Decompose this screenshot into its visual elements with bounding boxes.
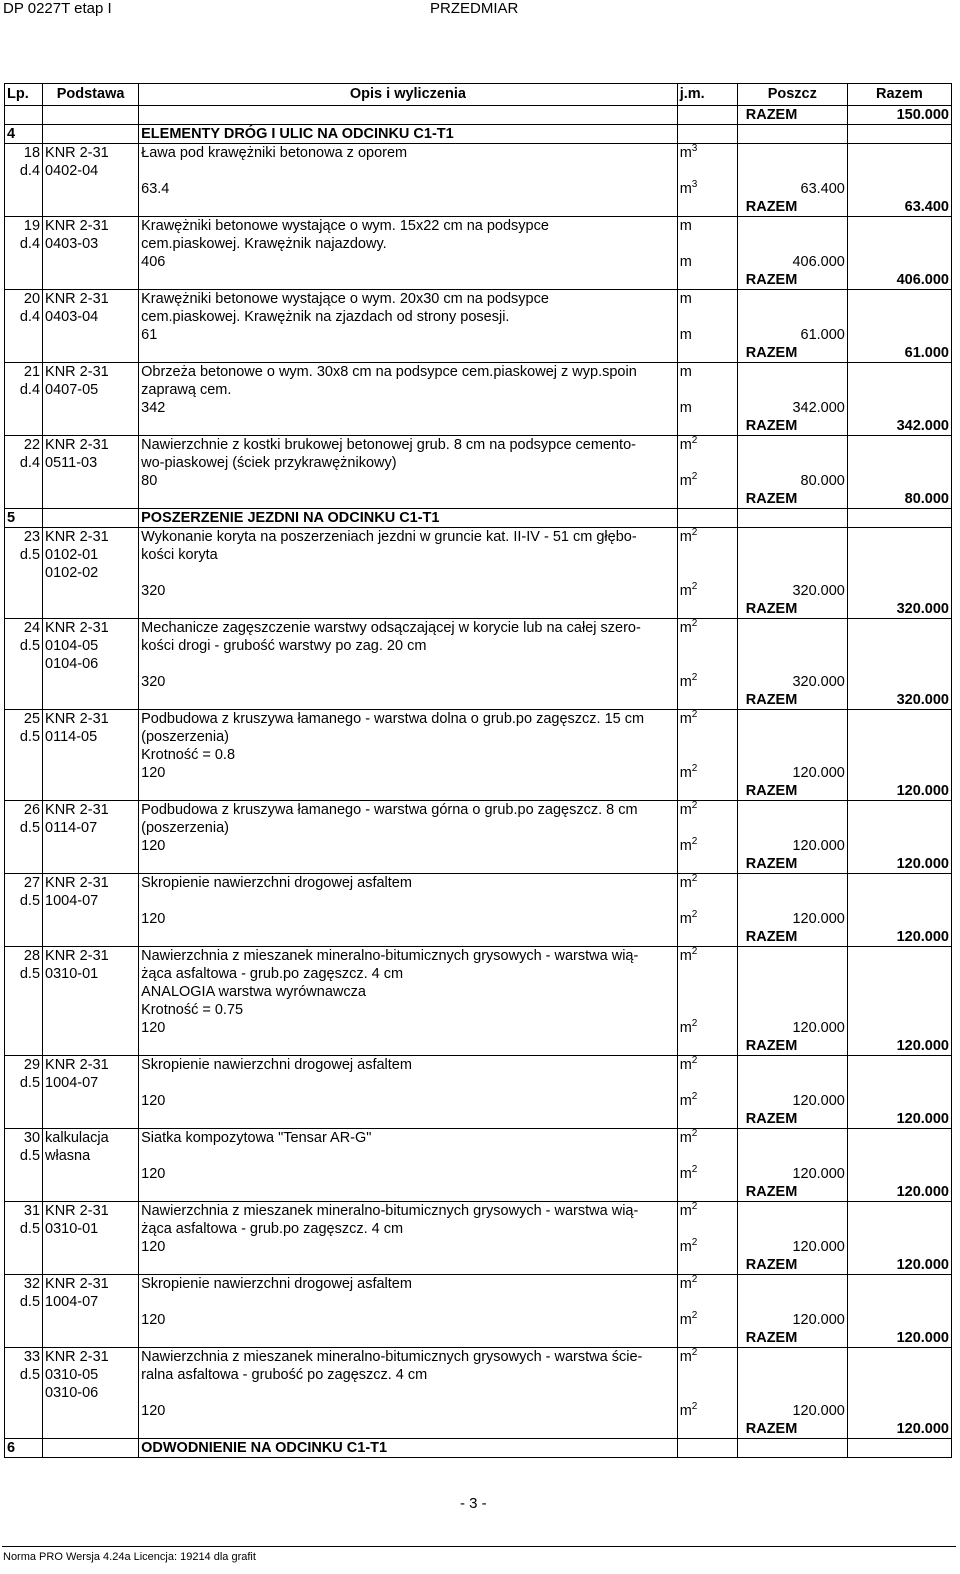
section-row	[5, 125, 952, 144]
item-calc-row	[5, 1092, 952, 1110]
item-razem-row	[5, 417, 952, 436]
item-opis-line: Krawężniki betonowe wystające o wym. 20x30 cm na podsypce	[139, 290, 678, 309]
item-calc-row	[5, 837, 952, 855]
item-calc: 120	[139, 910, 678, 928]
item-razem-value: 63.400	[847, 198, 951, 217]
item-line	[5, 436, 952, 455]
item-line	[5, 528, 952, 547]
item-opis-line: (poszerzenia)	[139, 819, 678, 837]
item-poszcz: 120.000	[737, 837, 847, 855]
item-poszcz: 120.000	[737, 1311, 847, 1329]
item-opis-line	[139, 1293, 678, 1311]
item-opis-line: kości drogi - grubość warstwy po zag. 20 cm	[139, 637, 678, 655]
item-opis-line: kości koryta	[139, 546, 678, 564]
item-opis-line: (poszerzenia)	[139, 728, 678, 746]
item-razem-row	[5, 782, 952, 801]
item-line	[5, 454, 952, 472]
item-opis-line: Nawierzchnia z mieszanek mineralno-bitumicznych grysowych - warstwa wią-	[139, 947, 678, 966]
document-header-left: DP 0227T etap I	[3, 0, 112, 17]
item-opis-line: Skropienie nawierzchni drogowej asfaltem	[139, 1275, 678, 1294]
item-calc-jm: $m^2$	[677, 1311, 737, 1329]
item-calc-row	[5, 1238, 952, 1256]
item-poszcz: 120.000	[737, 1165, 847, 1183]
item-line	[5, 947, 952, 966]
item-line	[5, 1202, 952, 1221]
item-line	[5, 564, 952, 582]
item-podstawa: KNR 2-31	[43, 217, 139, 236]
item-podstawa: 0403-03	[43, 235, 139, 253]
col-lp-header: Lp.	[5, 84, 43, 106]
table-body	[5, 106, 952, 1458]
item-line	[5, 819, 952, 837]
item-podstawa: KNR 2-31	[43, 947, 139, 966]
item-calc: 120	[139, 837, 678, 855]
item-lp: 31	[5, 1202, 43, 1221]
item-razem-row	[5, 1329, 952, 1348]
item-calc: 120	[139, 1238, 678, 1256]
item-podstawa: 1004-07	[43, 1293, 139, 1311]
item-jm: $m^2$	[677, 528, 737, 547]
item-razem-row	[5, 1183, 952, 1202]
item-line	[5, 162, 952, 180]
item-podstawa: 0102-02	[43, 564, 139, 582]
item-razem-label: RAZEM	[737, 691, 847, 710]
item-line	[5, 801, 952, 820]
item-poszcz: 406.000	[737, 253, 847, 271]
item-calc: 120	[139, 764, 678, 782]
item-opis-line: żąca asfaltowa - grub.po zagęszcz. 4 cm	[139, 1220, 678, 1238]
item-razem-value: 120.000	[847, 1110, 951, 1129]
item-opis-line: żąca asfaltowa - grub.po zagęszcz. 4 cm	[139, 965, 678, 983]
item-poszcz: 120.000	[737, 764, 847, 782]
item-calc-jm: m	[677, 326, 737, 344]
item-opis-line: Podbudowa z kruszywa łamanego - warstwa dolna o grub.po zagęszcz. 15 cm	[139, 710, 678, 729]
item-calc-row	[5, 1019, 952, 1037]
item-poszcz: 120.000	[737, 910, 847, 928]
item-podstawa: KNR 2-31	[43, 436, 139, 455]
item-calc: 342	[139, 399, 678, 417]
item-lp: d.5	[5, 819, 43, 837]
item-razem-value: 61.000	[847, 344, 951, 363]
item-podstawa: własna	[43, 1147, 139, 1165]
item-razem-label: RAZEM	[737, 600, 847, 619]
item-calc-jm: $m^2$	[677, 1165, 737, 1183]
item-calc-row	[5, 1402, 952, 1420]
item-opis-line: Nawierzchnia z mieszanek mineralno-bitumicznych grysowych - warstwa ście-	[139, 1348, 678, 1367]
item-line	[5, 1275, 952, 1294]
item-calc: 120	[139, 1019, 678, 1037]
item-line	[5, 381, 952, 399]
item-poszcz: 63.400	[737, 180, 847, 198]
document-header-title: PRZEDMIAR	[430, 0, 519, 17]
item-razem-label: RAZEM	[737, 1110, 847, 1129]
item-opis-line: Krotność = 0.8	[139, 746, 678, 764]
item-podstawa: 0310-06	[43, 1384, 139, 1402]
item-lp: d.4	[5, 308, 43, 326]
item-lp: 19	[5, 217, 43, 236]
item-lp: 21	[5, 363, 43, 382]
item-razem-label: RAZEM	[737, 490, 847, 509]
item-razem-row	[5, 600, 952, 619]
razem-value: 150.000	[847, 106, 951, 125]
item-line	[5, 655, 952, 673]
item-lp: d.5	[5, 965, 43, 983]
item-razem-row	[5, 490, 952, 509]
item-lp: d.5	[5, 1366, 43, 1384]
item-opis-line: ANALOGIA warstwa wyrównawcza	[139, 983, 678, 1001]
item-poszcz: 120.000	[737, 1402, 847, 1420]
item-poszcz: 342.000	[737, 399, 847, 417]
item-calc-jm: $m^2$	[677, 1402, 737, 1420]
item-calc: 320	[139, 673, 678, 691]
item-jm: $m^2$	[677, 710, 737, 729]
item-calc-jm: $m^2$	[677, 1238, 737, 1256]
item-lp: 27	[5, 874, 43, 893]
item-calc-jm: $m^2$	[677, 764, 737, 782]
item-podstawa: KNR 2-31	[43, 619, 139, 638]
item-podstawa: KNR 2-31	[43, 528, 139, 547]
item-jm: m	[677, 217, 737, 236]
item-razem-label: RAZEM	[737, 1329, 847, 1348]
item-razem-label: RAZEM	[737, 1420, 847, 1439]
item-podstawa: 0114-07	[43, 819, 139, 837]
item-lp: 28	[5, 947, 43, 966]
item-jm: $m^2$	[677, 801, 737, 820]
col-jm-header: j.m.	[677, 84, 737, 106]
item-opis-line: Nawierzchnia z mieszanek mineralno-bitumicznych grysowych - warstwa wią-	[139, 1202, 678, 1221]
section-number: 4	[5, 125, 43, 144]
item-razem-label: RAZEM	[737, 198, 847, 217]
item-razem-row	[5, 1110, 952, 1129]
item-podstawa: 0407-05	[43, 381, 139, 399]
item-calc-row	[5, 253, 952, 271]
col-razem-header: Razem	[847, 84, 951, 106]
item-poszcz: 120.000	[737, 1019, 847, 1037]
item-jm: $m^2$	[677, 1202, 737, 1221]
item-poszcz: 120.000	[737, 1238, 847, 1256]
item-poszcz: 80.000	[737, 472, 847, 490]
item-razem-row	[5, 691, 952, 710]
item-lp: d.4	[5, 454, 43, 472]
przedmiar-table	[4, 83, 952, 1458]
item-razem-row	[5, 271, 952, 290]
item-calc-jm: $m^2$	[677, 673, 737, 691]
item-opis-line: Wykonanie koryta na poszerzeniach jezdni w gruncie kat. II-IV - 51 cm głębo-	[139, 528, 678, 547]
item-razem-value: 342.000	[847, 417, 951, 436]
item-jm: $m^2$	[677, 947, 737, 966]
item-opis-line: Nawierzchnie z kostki brukowej betonowej grub. 8 cm na podsypce cemento-	[139, 436, 678, 455]
item-opis-line: Siatka kompozytowa "Tensar AR-G"	[139, 1129, 678, 1148]
item-opis-line: zaprawą cem.	[139, 381, 678, 399]
item-line	[5, 1348, 952, 1367]
item-podstawa: 0104-05	[43, 637, 139, 655]
item-line	[5, 710, 952, 729]
item-razem-value: 320.000	[847, 600, 951, 619]
item-calc: 120	[139, 1092, 678, 1110]
item-calc-jm: $m^2$	[677, 1019, 737, 1037]
item-razem-label: RAZEM	[737, 1037, 847, 1056]
item-lp: d.5	[5, 1293, 43, 1311]
item-line	[5, 1384, 952, 1402]
item-opis-line: Podbudowa z kruszywa łamanego - warstwa górna o grub.po zagęszcz. 8 cm	[139, 801, 678, 820]
item-podstawa: 0102-01	[43, 546, 139, 564]
section-title: ODWODNIENIE NA ODCINKU C1-T1	[139, 1439, 678, 1458]
item-line	[5, 1293, 952, 1311]
item-lp: 25	[5, 710, 43, 729]
item-line	[5, 363, 952, 382]
item-lp: d.5	[5, 892, 43, 910]
item-opis-line: Krotność = 0.75	[139, 1001, 678, 1019]
item-podstawa: 0511-03	[43, 454, 139, 472]
item-lp: 20	[5, 290, 43, 309]
item-jm: $m^3$	[677, 144, 737, 163]
item-calc-row	[5, 764, 952, 782]
item-calc-jm: $m^2$	[677, 910, 737, 928]
item-razem-label: RAZEM	[737, 855, 847, 874]
item-line	[5, 546, 952, 564]
item-poszcz: 320.000	[737, 582, 847, 600]
item-jm: m	[677, 363, 737, 382]
item-calc: 320	[139, 582, 678, 600]
item-line	[5, 1129, 952, 1148]
section-row	[5, 1439, 952, 1458]
table-header-row	[5, 84, 952, 106]
item-opis-line	[139, 1147, 678, 1165]
item-jm: $m^2$	[677, 1129, 737, 1148]
item-line	[5, 1074, 952, 1092]
item-opis-line: Ława pod krawężniki betonowa z oporem	[139, 144, 678, 163]
item-razem-label: RAZEM	[737, 1256, 847, 1275]
item-calc: 120	[139, 1165, 678, 1183]
item-calc-row	[5, 673, 952, 691]
item-lp: 26	[5, 801, 43, 820]
item-line	[5, 1220, 952, 1238]
item-razem-value: 120.000	[847, 782, 951, 801]
section-number: 6	[5, 1439, 43, 1458]
item-lp: 30	[5, 1129, 43, 1148]
item-lp: 18	[5, 144, 43, 163]
item-line	[5, 1147, 952, 1165]
item-calc: 80	[139, 472, 678, 490]
item-razem-value: 120.000	[847, 928, 951, 947]
item-podstawa: 0310-01	[43, 965, 139, 983]
item-opis-line: Skropienie nawierzchni drogowej asfaltem	[139, 874, 678, 893]
item-podstawa: 1004-07	[43, 1074, 139, 1092]
item-line	[5, 892, 952, 910]
item-calc-jm: m	[677, 253, 737, 271]
item-podstawa: KNR 2-31	[43, 874, 139, 893]
item-calc-row	[5, 1165, 952, 1183]
item-razem-label: RAZEM	[737, 417, 847, 436]
item-razem-label: RAZEM	[737, 928, 847, 947]
item-calc-jm: $m^3$	[677, 180, 737, 198]
footer-divider	[2, 1546, 956, 1547]
item-opis-line	[139, 892, 678, 910]
item-opis-line	[139, 1074, 678, 1092]
item-jm: $m^2$	[677, 436, 737, 455]
item-line	[5, 637, 952, 655]
item-razem-value: 406.000	[847, 271, 951, 290]
col-podstawa-header: Podstawa	[43, 84, 139, 106]
item-jm: $m^2$	[677, 1056, 737, 1075]
item-lp: d.5	[5, 637, 43, 655]
item-podstawa: 1004-07	[43, 892, 139, 910]
item-opis-line: cem.piaskowej. Krawężnik na zjazdach od strony posesji.	[139, 308, 678, 326]
col-opis-header: Opis i wyliczenia	[139, 84, 678, 106]
item-razem-value: 120.000	[847, 1420, 951, 1439]
item-calc-row	[5, 582, 952, 600]
item-line	[5, 1001, 952, 1019]
item-razem-row	[5, 1037, 952, 1056]
item-lp: d.4	[5, 162, 43, 180]
item-razem-row	[5, 198, 952, 217]
item-line	[5, 874, 952, 893]
item-podstawa: kalkulacja	[43, 1129, 139, 1148]
item-podstawa: 0310-05	[43, 1366, 139, 1384]
item-opis-line: wo-piaskowej (ściek przykrawężnikowy)	[139, 454, 678, 472]
item-opis-line: Obrzeża betonowe o wym. 30x8 cm na podsypce cem.piaskowej z wyp.spoin	[139, 363, 678, 382]
item-calc: 120	[139, 1311, 678, 1329]
item-calc: 63.4	[139, 180, 678, 198]
item-calc-jm: $m^2$	[677, 582, 737, 600]
item-razem-value: 120.000	[847, 1037, 951, 1056]
item-line	[5, 619, 952, 638]
item-poszcz: 61.000	[737, 326, 847, 344]
item-lp: 32	[5, 1275, 43, 1294]
item-line	[5, 290, 952, 309]
item-opis-line: cem.piaskowej. Krawężnik najazdowy.	[139, 235, 678, 253]
item-lp: d.5	[5, 1074, 43, 1092]
item-podstawa: 0402-04	[43, 162, 139, 180]
item-jm: $m^2$	[677, 874, 737, 893]
item-lp: 23	[5, 528, 43, 547]
item-calc-jm: m	[677, 399, 737, 417]
item-lp: 24	[5, 619, 43, 638]
item-lp: 29	[5, 1056, 43, 1075]
item-calc-row	[5, 472, 952, 490]
footer-note: Norma PRO Wersja 4.24a Licencja: 19214 dla grafit	[3, 1551, 256, 1563]
item-calc-row	[5, 399, 952, 417]
item-jm: $m^2$	[677, 619, 737, 638]
item-razem-row	[5, 1420, 952, 1439]
item-calc-row	[5, 1311, 952, 1329]
item-lp: d.5	[5, 728, 43, 746]
item-lp: d.5	[5, 1147, 43, 1165]
item-calc: 120	[139, 1402, 678, 1420]
item-razem-row	[5, 344, 952, 363]
item-razem-value: 120.000	[847, 855, 951, 874]
item-calc: 406	[139, 253, 678, 271]
item-razem-label: RAZEM	[737, 271, 847, 290]
item-poszcz: 320.000	[737, 673, 847, 691]
item-razem-row	[5, 928, 952, 947]
item-opis-line: ralna asfaltowa - grubość po zagęszcz. 4 cm	[139, 1366, 678, 1384]
item-line	[5, 746, 952, 764]
item-line	[5, 144, 952, 163]
item-podstawa: 0310-01	[43, 1220, 139, 1238]
item-podstawa: KNR 2-31	[43, 363, 139, 382]
section-row	[5, 509, 952, 528]
item-opis-line: Skropienie nawierzchni drogowej asfaltem	[139, 1056, 678, 1075]
item-calc-row	[5, 326, 952, 344]
item-lp: d.4	[5, 235, 43, 253]
item-razem-row	[5, 1256, 952, 1275]
item-calc: 61	[139, 326, 678, 344]
item-lp: d.5	[5, 546, 43, 564]
item-line	[5, 1056, 952, 1075]
item-calc-jm: $m^2$	[677, 837, 737, 855]
item-razem-label: RAZEM	[737, 1183, 847, 1202]
item-razem-label: RAZEM	[737, 344, 847, 363]
section-title: ELEMENTY DRÓG I ULIC NA ODCINKU C1-T1	[139, 125, 678, 144]
item-razem-value: 120.000	[847, 1183, 951, 1202]
item-razem-value: 320.000	[847, 691, 951, 710]
item-lp: d.5	[5, 1220, 43, 1238]
item-line	[5, 1366, 952, 1384]
item-podstawa: KNR 2-31	[43, 801, 139, 820]
item-podstawa: KNR 2-31	[43, 1056, 139, 1075]
item-line	[5, 217, 952, 236]
top-razem-row	[5, 106, 952, 125]
item-calc-jm: $m^2$	[677, 472, 737, 490]
item-razem-row	[5, 855, 952, 874]
item-podstawa: KNR 2-31	[43, 1202, 139, 1221]
section-number: 5	[5, 509, 43, 528]
item-line	[5, 308, 952, 326]
item-razem-value: 120.000	[847, 1329, 951, 1348]
item-line	[5, 983, 952, 1001]
item-podstawa: 0104-06	[43, 655, 139, 673]
item-lp: 22	[5, 436, 43, 455]
item-jm: m	[677, 290, 737, 309]
item-jm: $m^2$	[677, 1348, 737, 1367]
item-podstawa: KNR 2-31	[43, 1348, 139, 1367]
item-lp: 33	[5, 1348, 43, 1367]
item-jm: $m^2$	[677, 1275, 737, 1294]
page-number: - 3 -	[460, 1495, 487, 1512]
item-calc-row	[5, 180, 952, 198]
item-razem-value: 80.000	[847, 490, 951, 509]
item-line	[5, 965, 952, 983]
item-line	[5, 728, 952, 746]
item-podstawa: KNR 2-31	[43, 144, 139, 163]
col-poszcz-header: Poszcz	[737, 84, 847, 106]
item-razem-label: RAZEM	[737, 782, 847, 801]
item-razem-value: 120.000	[847, 1256, 951, 1275]
section-title: POSZERZENIE JEZDNI NA ODCINKU C1-T1	[139, 509, 678, 528]
item-lp: d.4	[5, 381, 43, 399]
item-podstawa: 0114-05	[43, 728, 139, 746]
item-calc-row	[5, 910, 952, 928]
item-calc-jm: $m^2$	[677, 1092, 737, 1110]
item-podstawa: KNR 2-31	[43, 710, 139, 729]
item-podstawa: 0403-04	[43, 308, 139, 326]
item-opis-line: Mechanicze zagęszczenie warstwy odsączającej w korycie lub na całej szero-	[139, 619, 678, 638]
item-podstawa: KNR 2-31	[43, 1275, 139, 1294]
item-podstawa: KNR 2-31	[43, 290, 139, 309]
razem-label: RAZEM	[737, 106, 847, 125]
item-opis-line: Krawężniki betonowe wystające o wym. 15x22 cm na podsypce	[139, 217, 678, 236]
item-poszcz: 120.000	[737, 1092, 847, 1110]
item-line	[5, 235, 952, 253]
